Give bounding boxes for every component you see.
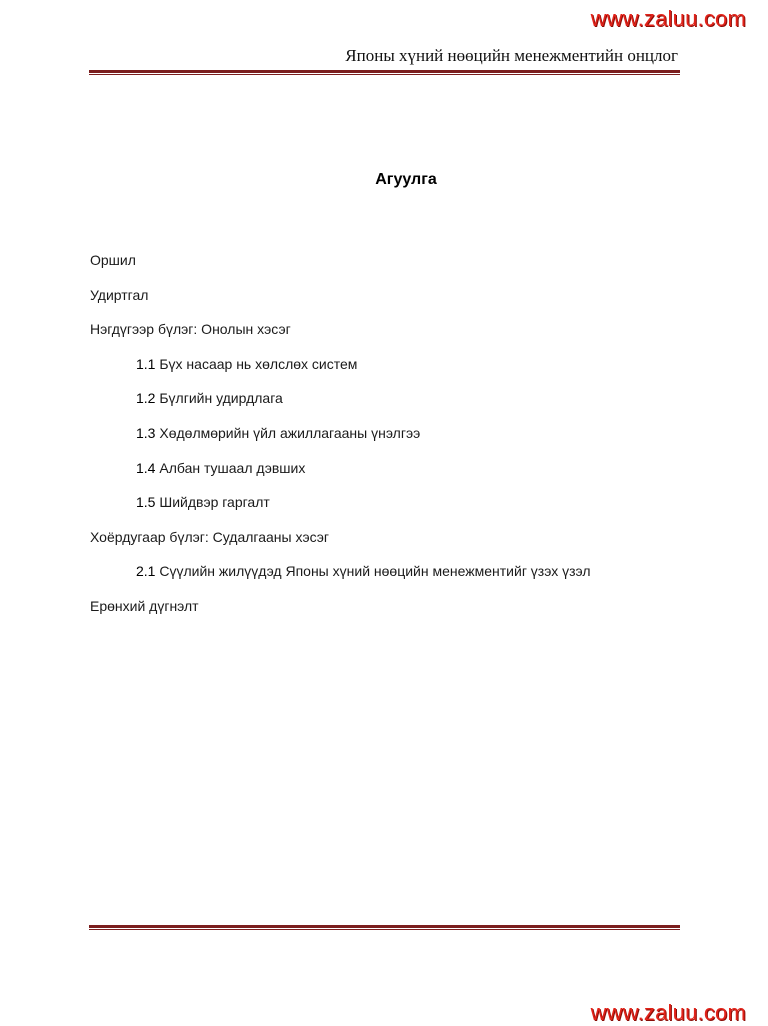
toc-entry-number: 1.2 <box>136 390 156 407</box>
header-rule-thick <box>89 70 680 73</box>
toc-entry-introduction <box>90 286 591 321</box>
footer-rule <box>89 925 680 930</box>
toc-entry-number: 1.1 <box>136 355 156 372</box>
toc-entry-chapter-1 <box>90 320 591 355</box>
toc-entry-text: Бүлгийн удирдлага <box>159 390 283 407</box>
toc-entry-text: Албан тушаал дэвших <box>159 459 306 476</box>
toc-title: Агуулга <box>375 171 437 188</box>
footer-rule-thick <box>89 925 680 928</box>
toc-entry-1-3 <box>90 424 591 459</box>
toc-entry-text: Шийдвэр гаргалт <box>159 494 270 511</box>
toc-entry-chapter-2 <box>90 528 591 563</box>
running-header-title: Японы хүний нөөцийн менежментийн онцлог <box>345 46 678 65</box>
toc-entry-text: Хөдөлмөрийн үйл ажиллагааны үнэлгээ <box>159 424 421 441</box>
header-rule <box>89 70 680 75</box>
table-of-contents <box>90 251 591 632</box>
toc-entry-text: Удиртгал <box>90 286 149 303</box>
toc-entry-number: 2.1 <box>136 563 156 580</box>
toc-entry-text: Хоёрдугаар бүлэг: Судалгааны хэсэг <box>90 528 330 545</box>
header-rule-thin <box>89 74 680 75</box>
toc-entry-text: Бүх насаар нь хөлслөх систем <box>159 355 358 372</box>
toc-entry-1-2 <box>90 389 591 424</box>
watermark-bottom: www.zaluu.com <box>590 1000 746 1025</box>
toc-entry-text: Ерөнхий дүгнэлт <box>90 597 199 614</box>
toc-entry-2-1 <box>90 562 591 597</box>
toc-entry-text: Нэгдүгээр бүлэг: Онолын хэсэг <box>90 321 291 338</box>
toc-entry-1-4 <box>90 459 591 494</box>
toc-entry-preface <box>90 251 591 286</box>
toc-entry-conclusion <box>90 597 591 632</box>
toc-entry-1-5 <box>90 493 591 528</box>
footer-rule-thin <box>89 929 680 930</box>
toc-entry-number: 1.5 <box>136 494 156 511</box>
toc-entry-1-1 <box>90 355 591 390</box>
toc-entry-number: 1.4 <box>136 459 156 476</box>
toc-entry-text: Оршил <box>90 252 136 268</box>
toc-entry-number: 1.3 <box>136 424 156 441</box>
toc-entry-text: Сүүлийн жилүүдэд Японы хүний нөөцийн менежментийг үзэх үзэл <box>159 563 591 580</box>
watermark-top: www.zaluu.com <box>590 6 746 31</box>
